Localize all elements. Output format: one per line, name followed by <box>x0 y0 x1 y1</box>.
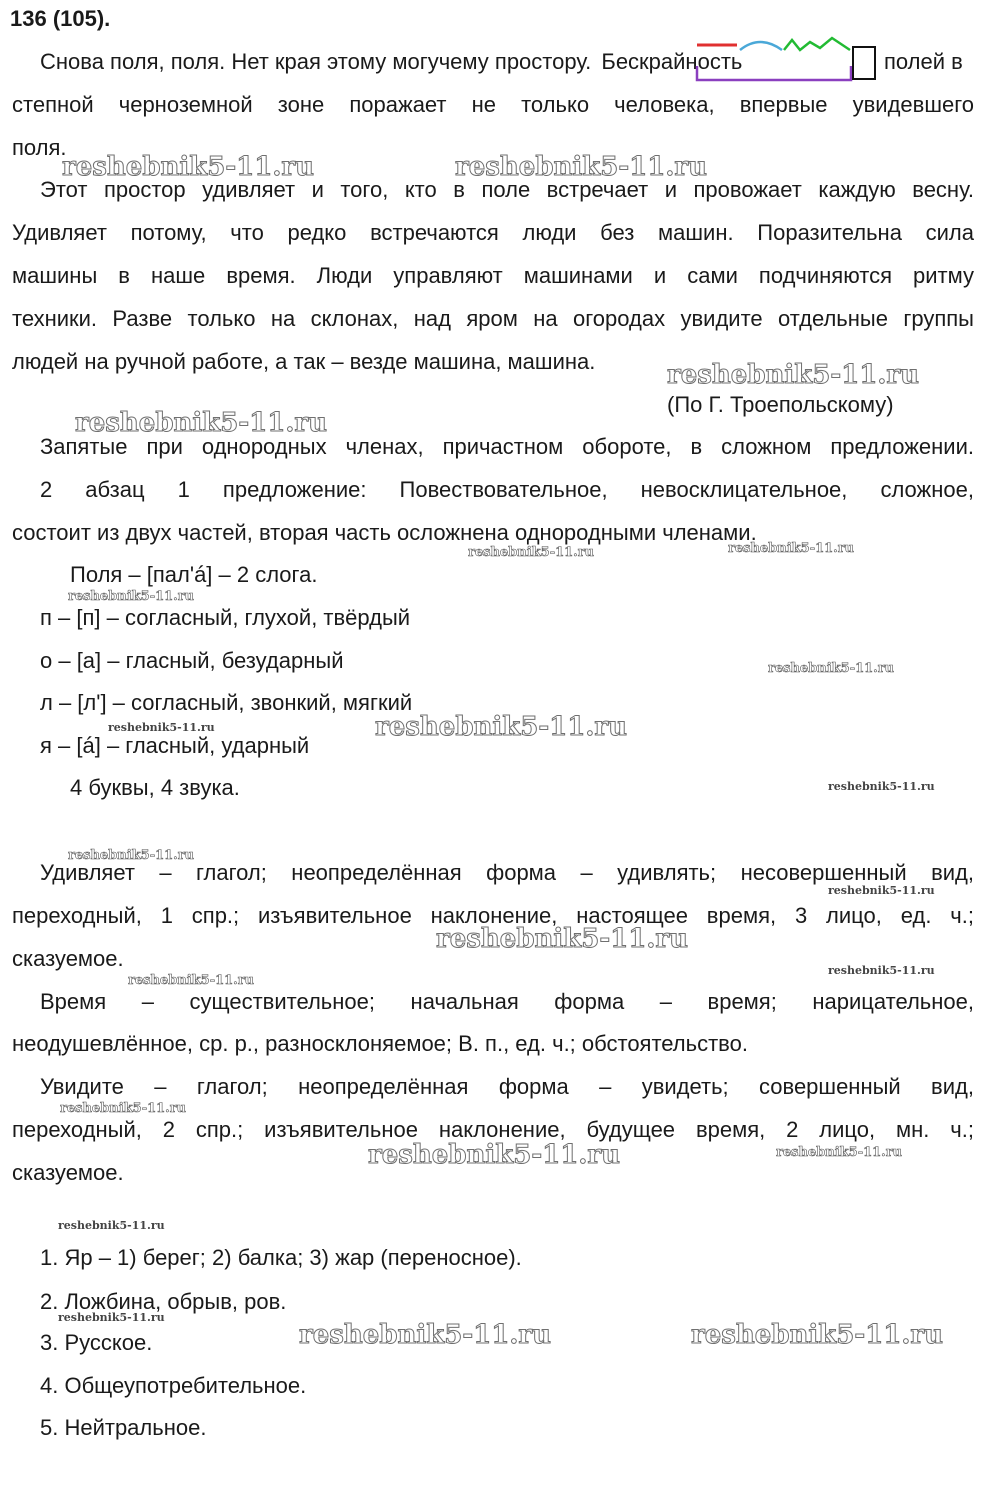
watermark: reshebnik5-11.ru <box>299 1320 552 1350</box>
author-attribution: (По Г. Троепольскому) <box>667 392 894 417</box>
watermark: reshebnik5-11.ru <box>75 408 328 438</box>
text-line: техники. Разве только на склонах, над яром на огородах увидите отдельные группы <box>12 306 974 331</box>
phonetic-line: я – [á] – гласный, ударный <box>40 733 310 758</box>
text-line: степной черноземной зоне поражает не только человека, впервые увидевшего <box>12 92 974 117</box>
morph-analysis: неодушевлённое, ср. р., разносклоняемое; В. п., ед. ч.; обстоятельство. <box>12 1031 748 1056</box>
morph-analysis: Удивляет – глагол; неопределённая форма – удивлять; несовершенный вид, <box>40 860 974 885</box>
watermark: reshebnik5-11.ru <box>58 1311 165 1324</box>
root-mark <box>740 42 782 50</box>
ending-box <box>853 47 875 79</box>
task-number: 136 (105). <box>10 6 111 31</box>
text-fragment: Снова поля, поля. Нет края этому могучему простору. <box>40 49 592 74</box>
morph-analysis: переходный, 2 спр.; изъявительное наклонение, будущее время, 2 лицо, мн. ч.; <box>12 1117 974 1142</box>
watermark: reshebnik5-11.ru <box>58 1219 165 1232</box>
morph-analysis: сказуемое. <box>12 1160 124 1185</box>
list-item: 3. Русское. <box>40 1330 153 1355</box>
suffix-mark <box>784 38 850 50</box>
morph-analysis: сказуемое. <box>12 946 124 971</box>
text-line: людей на ручной работе, а так – везде машина, машина. <box>12 349 596 374</box>
text-line: поля. <box>12 135 67 160</box>
watermark: reshebnik5-11.ru <box>68 589 195 604</box>
phonetic-line: л – [л'] – согласный, звонкий, мягкий <box>40 690 413 715</box>
list-item: 1. Яр – 1) берег; 2) балка; 3) жар (переносное). <box>40 1245 522 1270</box>
morph-analysis: Увидите – глагол; неопределённая форма – увидеть; совершенный вид, <box>40 1074 974 1099</box>
watermark: reshebnik5-11.ru <box>667 360 920 390</box>
base-mark <box>697 66 851 80</box>
phonetic-summary: 4 буквы, 4 звука. <box>70 775 240 800</box>
list-item: 4. Общеупотребительное. <box>40 1373 307 1398</box>
morph-analysis: переходный, 1 спр.; изъявительное наклонение, настоящее время, 3 лицо, ед. ч.; <box>12 903 974 928</box>
list-item: 5. Нейтральное. <box>40 1415 207 1440</box>
text-line: машины в наше время. Люди управляют машинами и сами подчиняются ритму <box>12 263 974 288</box>
watermark: reshebnik5-11.ru <box>68 848 195 863</box>
watermark: reshebnik5-11.ru <box>368 1140 621 1170</box>
watermark: reshebnik5-11.ru <box>828 780 935 793</box>
watermark: reshebnik5-11.ru <box>62 152 315 182</box>
phonetic-line: п – [п] – согласный, глухой, твёрдый <box>40 605 411 630</box>
watermark: reshebnik5-11.ru <box>828 884 935 897</box>
watermark: reshebnik5-11.ru <box>776 1145 903 1160</box>
list-item: 2. Ложбина, обрыв, ров. <box>40 1289 287 1314</box>
watermark: reshebnik5-11.ru <box>108 721 215 734</box>
watermark: reshebnik5-11.ru <box>455 152 708 182</box>
phonetic-line: Поля – [пал'á] – 2 слога. <box>70 562 318 587</box>
boxed-word-text: Бескрайность <box>601 49 743 74</box>
morph-analysis: Время – существительное; начальная форма – время; нарицательное, <box>40 989 974 1014</box>
text-line: Удивляет потому, что редко встречаются люди без машин. Поразительна сила <box>12 220 974 245</box>
phonetic-line: о – [а] – гласный, безударный <box>40 648 344 673</box>
watermark: reshebnik5-11.ru <box>768 661 895 676</box>
commas-note: Запятые при однородных членах, причастном обороте, в сложном предложении. <box>40 434 974 459</box>
watermark: reshebnik5-11.ru <box>828 964 935 977</box>
morpheme-analysis-marks <box>0 0 985 90</box>
text-line: Этот простор удивляет и того, кто в поле встречает и провожает каждую весну. <box>40 177 974 202</box>
watermark: reshebnik5-11.ru <box>60 1101 187 1116</box>
sentence-analysis: состоит из двух частей, вторая часть осложнена однородными членами. <box>12 520 757 545</box>
watermark: reshebnik5-11.ru <box>728 541 855 556</box>
text-fragment: полей в <box>884 49 963 74</box>
watermark: reshebnik5-11.ru <box>375 712 628 742</box>
sentence-analysis: 2 абзац 1 предложение: Повествовательное, невосклицательное, сложное, <box>40 477 974 502</box>
watermark: reshebnik5-11.ru <box>436 924 689 954</box>
watermark: reshebnik5-11.ru <box>691 1320 944 1350</box>
watermark: reshebnik5-11.ru <box>128 973 255 988</box>
watermark: reshebnik5-11.ru <box>468 545 595 560</box>
